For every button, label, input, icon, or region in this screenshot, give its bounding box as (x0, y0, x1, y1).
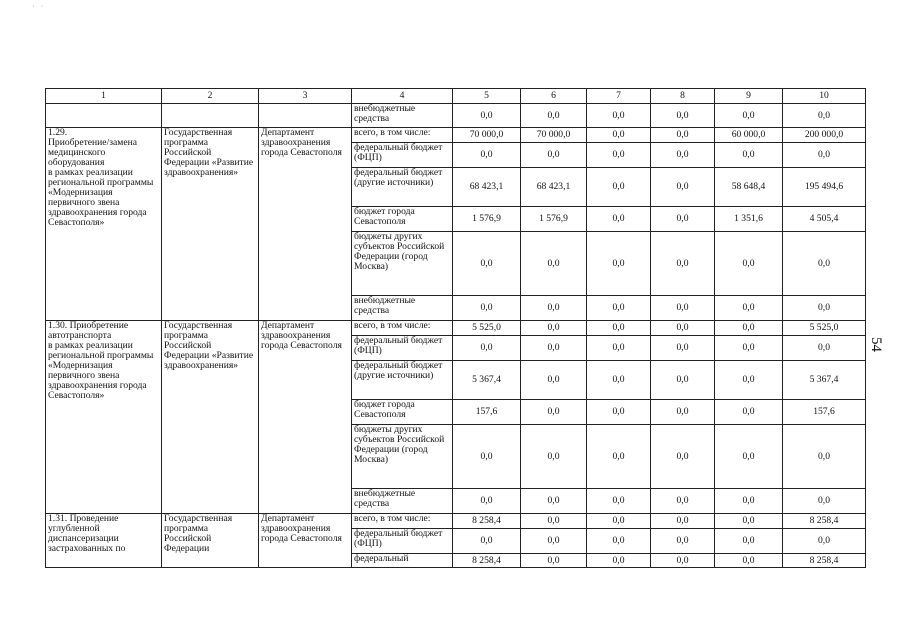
column-number-2: 2 (162, 89, 259, 104)
amount-cell: 0,0 (521, 336, 587, 361)
amount-cell: 0,0 (715, 232, 783, 296)
amount-cell: 0,0 (521, 489, 587, 514)
amount-cell: 0,0 (715, 529, 783, 554)
column-number-10: 10 (783, 89, 866, 104)
amount-cell: 0,0 (783, 336, 866, 361)
funding-source: федеральный бюджет (ФЦП) (352, 529, 453, 554)
executor-cell: Департамент здравоохранения города Севастополя (259, 128, 352, 321)
amount-cell: 0,0 (651, 168, 715, 207)
amount-cell: 0,0 (521, 143, 587, 168)
amount-cell: 157,6 (453, 400, 521, 425)
funding-source: внебюджетные средства (352, 104, 453, 128)
amount-cell: 0,0 (587, 207, 651, 232)
amount-cell: 68 423,1 (453, 168, 521, 207)
amount-cell: 200 000,0 (783, 128, 866, 143)
amount-cell: 5 367,4 (453, 361, 521, 400)
amount-cell: 1 351,6 (715, 207, 783, 232)
amount-cell: 0,0 (453, 529, 521, 554)
amount-cell: 0,0 (715, 361, 783, 400)
amount-cell: 4 505,4 (783, 207, 866, 232)
amount-cell: 0,0 (715, 514, 783, 529)
amount-cell: 0,0 (715, 336, 783, 361)
amount-cell: 0,0 (715, 400, 783, 425)
amount-cell: 70 000,0 (453, 128, 521, 143)
amount-cell: 0,0 (521, 296, 587, 321)
amount-cell: 0,0 (521, 400, 587, 425)
funding-source: всего, в том числе: (352, 321, 453, 336)
table-row (46, 128, 866, 143)
funding-source: бюджеты других субъектов Российской Федерации (город Москва) (352, 232, 453, 296)
amount-cell: 1 576,9 (453, 207, 521, 232)
amount-cell: 0,0 (651, 489, 715, 514)
column-number-5: 5 (453, 89, 521, 104)
measure-cell: 1.30. Приобретение автотранспорта в рамках реализации региональной программы «Модернизация первичного звена здравоохранения города Севастополя» (46, 321, 162, 514)
amount-cell: 5 367,4 (783, 361, 866, 400)
amount-cell: 157,6 (783, 400, 866, 425)
program-cell: Государственная программа Российской Федерации «Развитие здравоохранения» (162, 321, 259, 514)
empty-cell (259, 104, 352, 128)
amount-cell: 0,0 (651, 128, 715, 143)
empty-cell (46, 104, 162, 128)
amount-cell: 0,0 (783, 425, 866, 489)
column-number-8: 8 (651, 89, 715, 104)
amount-cell: 70 000,0 (521, 128, 587, 143)
amount-cell: 0,0 (587, 554, 651, 568)
amount-cell: 0,0 (521, 104, 587, 128)
amount-cell: 8 258,4 (783, 554, 866, 568)
amount-cell: 0,0 (783, 529, 866, 554)
continuation-row (46, 104, 866, 128)
funding-source: всего, в том числе: (352, 128, 453, 143)
column-number-row (46, 89, 866, 104)
amount-cell: 0,0 (651, 554, 715, 568)
column-number-3: 3 (259, 89, 352, 104)
amount-cell: 8 258,4 (783, 514, 866, 529)
amount-cell: 0,0 (587, 232, 651, 296)
scan-artifact: · · (32, 2, 46, 11)
funding-source: бюджет города Севастополя (352, 400, 453, 425)
column-number-7: 7 (587, 89, 651, 104)
amount-cell: 0,0 (587, 514, 651, 529)
funding-source: внебюджетные средства (352, 296, 453, 321)
executor-cell: Департамент здравоохранения города Севастополя (259, 321, 352, 514)
amount-cell: 0,0 (651, 296, 715, 321)
amount-cell: 0,0 (651, 336, 715, 361)
amount-cell: 0,0 (651, 400, 715, 425)
amount-cell: 0,0 (453, 336, 521, 361)
measure-cell: 1.31. Проведение углубленной диспансеризации застрахованных по (46, 514, 162, 568)
amount-cell: 0,0 (651, 529, 715, 554)
funding-source: федеральный бюджет (ФЦП) (352, 336, 453, 361)
amount-cell: 0,0 (587, 168, 651, 207)
executor-cell: Департамент здравоохранения города Севастополя (259, 514, 352, 568)
amount-cell: 0,0 (587, 425, 651, 489)
amount-cell: 0,0 (651, 321, 715, 336)
amount-cell: 0,0 (715, 143, 783, 168)
amount-cell: 0,0 (715, 554, 783, 568)
amount-cell: 0,0 (453, 489, 521, 514)
amount-cell: 0,0 (651, 232, 715, 296)
column-number-1: 1 (46, 89, 162, 104)
amount-cell: 0,0 (521, 554, 587, 568)
column-number-6: 6 (521, 89, 587, 104)
page-number: 54 (868, 337, 884, 352)
amount-cell: 0,0 (651, 425, 715, 489)
amount-cell: 0,0 (521, 361, 587, 400)
amount-cell: 1 576,9 (521, 207, 587, 232)
funding-source: федеральный бюджет (другие источники) (352, 168, 453, 207)
amount-cell: 0,0 (715, 104, 783, 128)
amount-cell: 0,0 (453, 104, 521, 128)
amount-cell: 0,0 (651, 361, 715, 400)
amount-cell: 0,0 (587, 296, 651, 321)
amount-cell: 5 525,0 (453, 321, 521, 336)
funding-source: внебюджетные средства (352, 489, 453, 514)
amount-cell: 0,0 (521, 232, 587, 296)
funding-source: федеральный бюджет (другие источники) (352, 361, 453, 400)
amount-cell: 0,0 (587, 489, 651, 514)
amount-cell: 0,0 (521, 425, 587, 489)
amount-cell: 0,0 (783, 296, 866, 321)
amount-cell: 0,0 (587, 400, 651, 425)
budget-table-wrapper (45, 88, 865, 568)
table-body (46, 104, 866, 568)
amount-cell: 5 525,0 (783, 321, 866, 336)
amount-cell: 0,0 (587, 321, 651, 336)
amount-cell: 0,0 (651, 104, 715, 128)
amount-cell: 58 648,4 (715, 168, 783, 207)
amount-cell: 0,0 (783, 143, 866, 168)
funding-source: всего, в том числе: (352, 514, 453, 529)
amount-cell: 0,0 (521, 529, 587, 554)
program-cell: Государственная программа Российской Федерации (162, 514, 259, 568)
amount-cell: 0,0 (521, 514, 587, 529)
amount-cell: 0,0 (453, 425, 521, 489)
amount-cell: 60 000,0 (715, 128, 783, 143)
amount-cell: 0,0 (783, 489, 866, 514)
amount-cell: 0,0 (587, 104, 651, 128)
table-row (46, 514, 866, 529)
amount-cell: 0,0 (587, 143, 651, 168)
amount-cell: 0,0 (587, 336, 651, 361)
amount-cell: 0,0 (715, 296, 783, 321)
column-number-4: 4 (352, 89, 453, 104)
table-row (46, 321, 866, 336)
budget-table (45, 88, 866, 568)
amount-cell: 0,0 (587, 361, 651, 400)
amount-cell: 0,0 (783, 104, 866, 128)
amount-cell: 0,0 (453, 143, 521, 168)
amount-cell: 195 494,6 (783, 168, 866, 207)
amount-cell: 8 258,4 (453, 554, 521, 568)
funding-source: федеральный бюджет (ФЦП) (352, 143, 453, 168)
amount-cell: 0,0 (715, 425, 783, 489)
amount-cell: 0,0 (783, 232, 866, 296)
empty-cell (162, 104, 259, 128)
funding-source: бюджет города Севастополя (352, 207, 453, 232)
amount-cell: 0,0 (453, 296, 521, 321)
amount-cell: 0,0 (651, 514, 715, 529)
program-cell: Государственная программа Российской Федерации «Развитие здравоохранения» (162, 128, 259, 321)
amount-cell: 0,0 (651, 207, 715, 232)
amount-cell: 0,0 (587, 128, 651, 143)
funding-source: бюджеты других субъектов Российской Федерации (город Москва) (352, 425, 453, 489)
amount-cell: 68 423,1 (521, 168, 587, 207)
amount-cell: 0,0 (453, 232, 521, 296)
amount-cell: 0,0 (587, 529, 651, 554)
amount-cell: 0,0 (715, 321, 783, 336)
column-number-9: 9 (715, 89, 783, 104)
funding-source: федеральный (352, 554, 453, 568)
measure-cell: 1.29. Приобретение/замена медицинского оборудования в рамках реализации региональной программы «Модернизация первичного звена здравоохранения города Севастополя» (46, 128, 162, 321)
amount-cell: 0,0 (521, 321, 587, 336)
amount-cell: 0,0 (715, 489, 783, 514)
amount-cell: 0,0 (651, 143, 715, 168)
amount-cell: 8 258,4 (453, 514, 521, 529)
